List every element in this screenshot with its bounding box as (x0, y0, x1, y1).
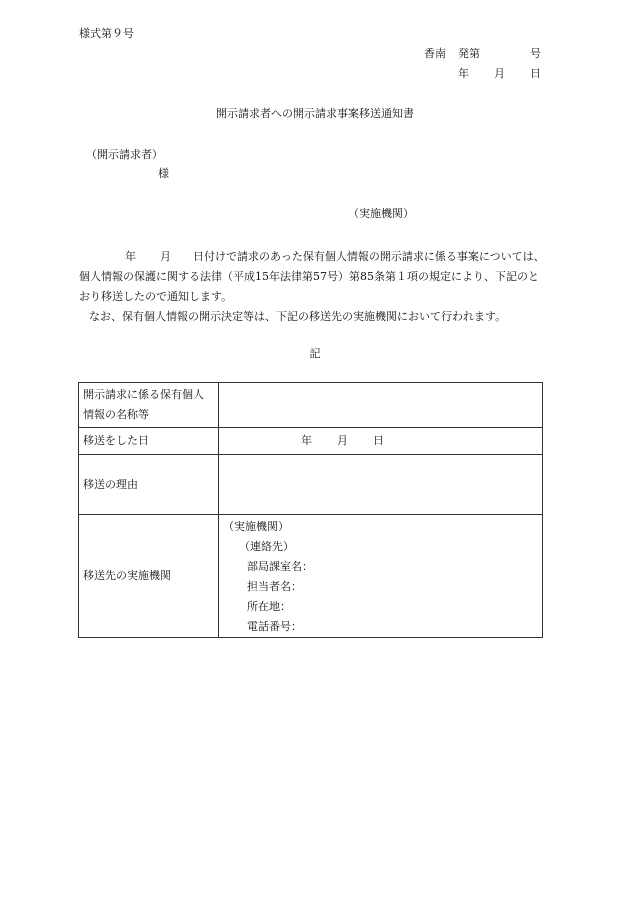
contact-agency: （実施機関） (223, 520, 289, 533)
contact-heading: （連絡先） (239, 540, 294, 553)
table-row (79, 383, 543, 428)
row-label-info-name: 開示請求に係る保有個人情報の名称等 (79, 383, 219, 428)
transfer-details-table (78, 382, 543, 638)
row-value-destination-agency (219, 515, 543, 638)
table-row (79, 428, 543, 455)
addressee-label: （開示請求者） (86, 148, 163, 161)
transfer-date-day: 日 (373, 434, 384, 447)
body-paragraph-2: なお、保有個人情報の開示決定等は、下記の移送先の実施機関において行われます。 (89, 310, 507, 323)
body-text (79, 247, 549, 327)
contact-department: 部局課室名： (247, 560, 313, 573)
issue-date-day: 日 (530, 67, 541, 80)
ki-heading: 記 (309, 347, 321, 360)
row-label-transfer-date: 移送をした日 (79, 428, 219, 455)
contact-phone: 電話番号： (247, 620, 302, 633)
row-label-transfer-reason: 移送の理由 (79, 455, 219, 515)
body-main-text: 日付けで請求のあった保有個人情報の開示請求に係る事案については、個人情報の保護に関する法律（平成15年法律第57号）第85条第１項の規定により、下記のとおり移送したので通知します。 (79, 250, 545, 303)
contact-address: 所在地： (247, 600, 291, 613)
row-value-info-name (219, 383, 543, 428)
issue-date-month: 月 (494, 67, 505, 80)
row-value-transfer-reason (219, 455, 543, 515)
body-year: 年 (125, 250, 136, 263)
row-label-destination-agency: 移送先の実施機関 (79, 515, 219, 638)
issuer-go: 号 (530, 47, 541, 60)
table-row (79, 455, 543, 515)
issue-date-year: 年 (458, 67, 469, 80)
agency-label: （実施機関） (348, 207, 414, 220)
body-month: 月 (160, 250, 171, 263)
form-number: 様式第９号 (79, 27, 134, 40)
document-title: 開示請求者への開示請求事案移送通知書 (216, 107, 414, 120)
contact-person: 担当者名： (247, 580, 302, 593)
addressee-honorific: 様 (158, 167, 169, 180)
issuer-name: 香南 (424, 47, 446, 60)
transfer-date-year: 年 (301, 434, 312, 447)
row-value-transfer-date (219, 428, 543, 455)
transfer-date-month: 月 (337, 434, 348, 447)
body-paragraph-1 (79, 247, 549, 307)
table-row (79, 515, 543, 638)
issue-date (0, 68, 630, 82)
issuer-hatsu: 発第 (458, 47, 480, 60)
